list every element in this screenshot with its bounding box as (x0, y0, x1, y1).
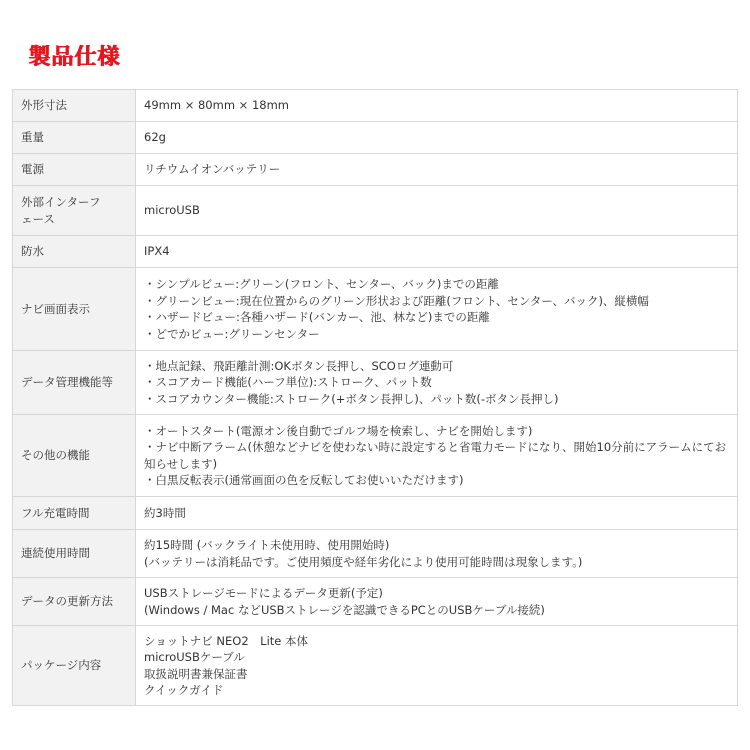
row-label: 連続使用時間 (13, 530, 136, 578)
row-value (136, 415, 738, 497)
value-line: microUSB (144, 203, 200, 218)
row-value (136, 236, 738, 268)
value-line: 約3時間 (144, 505, 186, 520)
value-line: ・どでかビュー:グリーンセンター (144, 326, 320, 341)
row-label: ナビ画面表示 (13, 268, 136, 351)
row-label: その他の機能 (13, 415, 136, 497)
value-line: USBストレージモードによるデータ更新(予定) (144, 586, 383, 600)
value-line: 約15時間 (バックライト未使用時、使用開始時) (144, 538, 390, 552)
value-line: 62g (144, 130, 166, 145)
value-line: ・スコアカウンター機能:ストローク(+ボタン長押し)、パット数(-ボタン長押し) (144, 391, 559, 406)
row-label: 外形寸法 (13, 90, 136, 122)
row-value (136, 186, 738, 236)
value-line: 49mm × 80mm × 18mm (144, 98, 290, 113)
row-value (136, 90, 738, 122)
value-line: (Windows / Mac などUSBストレージを認識できるPCとのUSBケーブル接続) (144, 602, 545, 617)
page-title: 製品仕様 (28, 45, 121, 70)
row-value (136, 351, 738, 415)
table-row (13, 351, 738, 415)
row-value (136, 626, 738, 706)
table-row (13, 415, 738, 497)
table-row (13, 578, 738, 626)
value-line: IPX4 (144, 244, 170, 259)
row-value (136, 122, 738, 154)
row-label: データ管理機能等 (13, 351, 136, 415)
value-line: ・ハザードビュー:各種ハザード(バンカー、池、林など)までの距離 (144, 310, 490, 324)
row-value (136, 154, 738, 186)
table-row (13, 626, 738, 706)
row-label: 防水 (13, 236, 136, 268)
label-text: 外部インターフェース (21, 195, 101, 226)
row-label: 重量 (13, 122, 136, 154)
row-value (136, 268, 738, 351)
value-line: 取扱説明書兼保証書 (144, 666, 248, 681)
value-line: ・グリーンビュー:現在位置からのグリーン形状および距離(フロント、センター、バック)、縦横幅 (144, 293, 649, 308)
row-value (136, 530, 738, 578)
value-line: ・ナビ中断アラーム(休憩などナビを使わない時に設定すると省電力モードになり、開始10分前にアラームにてお知らせします) (144, 440, 727, 471)
value-line: ・シンプルビュー:グリーン(フロント、センター、バック)までの距離 (144, 277, 499, 291)
value-line: ・オートスタート(電源オン後自動でゴルフ場を検索し、ナビを開始します) (144, 423, 533, 438)
row-label: フル充電時間 (13, 497, 136, 530)
spec-table (12, 89, 738, 706)
row-value (136, 497, 738, 530)
value-line: リチウムイオンバッテリー (144, 162, 281, 177)
row-label: データの更新方法 (13, 578, 136, 626)
row-label: 電源 (13, 154, 136, 186)
table-row (13, 90, 738, 122)
table-row (13, 497, 738, 530)
value-line: microUSBケーブル (144, 650, 245, 664)
table-row (13, 530, 738, 578)
value-line: (バッテリーは消耗品です。ご使用頻度や経年劣化により使用可能時間は現象します。) (144, 554, 583, 569)
value-line: ・地点記録、飛距離計測:OKボタン長押し、SCOログ連動可 (144, 358, 454, 373)
table-row (13, 236, 738, 268)
table-row (13, 186, 738, 236)
value-line: ・白黒反転表示(通常画面の色を反転してお使いいただけます) (144, 473, 464, 487)
table-row (13, 268, 738, 351)
row-label: パッケージ内容 (13, 626, 136, 706)
table-row (13, 154, 738, 186)
row-value (136, 578, 738, 626)
row-label (13, 186, 136, 236)
value-line: ・スコアカード機能(ハーフ単位):ストローク、パット数 (144, 375, 432, 390)
value-line: クイックガイド (144, 683, 224, 697)
value-line: ショットナビ NEO2 Lite 本体 (144, 633, 309, 648)
table-row (13, 122, 738, 154)
